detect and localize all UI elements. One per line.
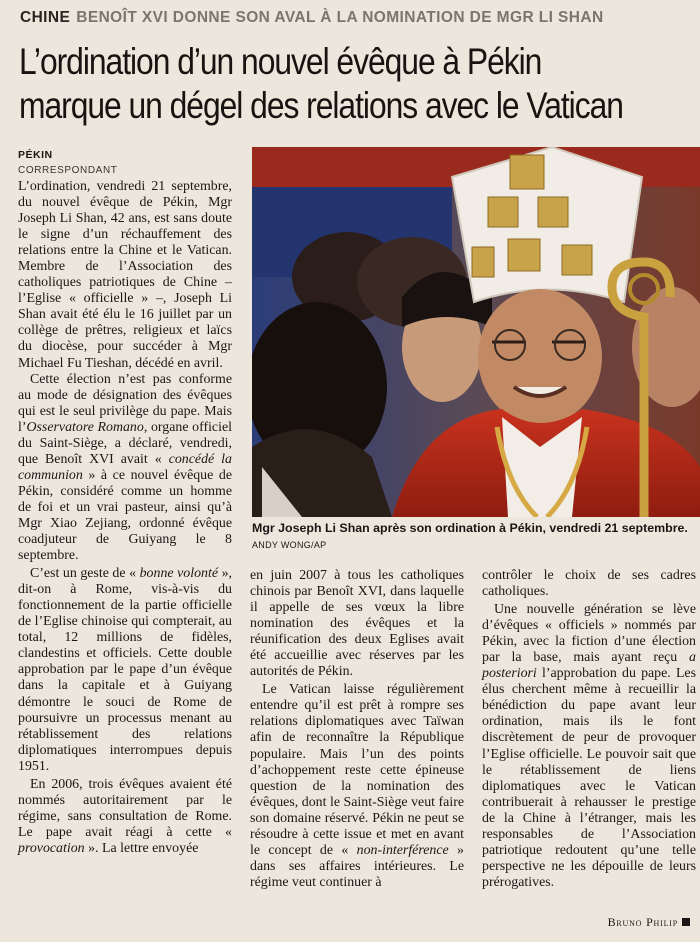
paragraph: L’ordination, vendredi 21 septembre, du nouvel évêque de Pékin, Mgr Joseph Li Shan, 42 ans, est sans doute le signe d’un réchauffement des relations entre la Chine et le Vatican. Membre de l’Association des catholiques patriotiques de Chine – l’Eglise « officielle » –, Joseph Li Shan avait été élu le 16 juillet par un collège de prêtres, religieux et laïcs du diocèse, pour succéder à Mgr Michael Fu Tieshan, décédé en avril. [18,179,232,371]
correspondent-label: CORRESPONDANT [18,165,118,176]
end-mark-icon [682,918,690,926]
byline [608,915,690,930]
photo-credit: ANDY WONG/AP [252,540,327,550]
author-name: Bruno Philip [607,915,678,929]
paragraph: En 2006, trois évêques avaient été nommés autoritairement par le régime, sans consultation de Rome. Le pape avait réagi à cette « provocation ». La lettre envoyée [18,776,232,856]
headline-line-1: L’ordination d’un nouvel évêque à Pékin [19,41,542,82]
headline [19,40,698,128]
article-column-2 [250,568,464,891]
article-photo [252,147,700,517]
kicker [20,9,690,27]
kicker-country: CHINE [20,9,71,26]
article-column-1 [18,179,232,857]
paragraph: Une nouvelle génération se lève d’évêques « officiels » nommés par Pékin, avec la fiction d’une élection par la base, mais ayant reçu a posteriori l’approbation du pape. Les élus cherchent même à recueillir la bénédiction du pape avant leur ordination, mais ils le font discrètement de peur de provoquer l’Eglise officielle. Le pouvoir sait que le rétablissement de liens diplomatiques avec le Vatican contribuerait à rehausser le prestige de la Chine à l’étranger, mais les responsables de l’Association patriotique redoutent qu’une telle perspective ne les dépouille de leurs prérogatives. [482,602,696,890]
dateline: PÉKIN [18,149,53,161]
bishop-ordination-photo [252,147,700,517]
paragraph: Le Vatican laisse régulièrement entendre qu’il est prêt à rompre ses relations diplomatiques avec Taïwan afin de reconnaître la République populaire. Mais l’un des points d’achoppement reste cette épineuse question de la nomination des évêques, dont le Saint-Siège veut faire son domaine réservé. Pékin ne peut se résoudre à cette issue et met en avant le concept de « non-interférence » dans ses affaires intérieures. Le régime veut continuer à [250,682,464,890]
paragraph: contrôler le choix de ses cadres catholiques. [482,568,696,600]
kicker-topic: BENOÎT XVI DONNE SON AVAL À LA NOMINATION DE MGR LI SHAN [76,9,604,26]
article-column-3 [482,568,696,891]
paragraph: C’est un geste de « bonne volonté », dit-on à Rome, vis-à-vis du fonctionnement de la partie officielle de l’Eglise chinoise qui compterait, au total, 12 millions de fidèles, clandestins et officiels. Cette double approbation par le pape d’un évêque dans la capitale et à Guiyang démontre le souci de Rome de poursuivre un processus menant au rétablissement des relations diplomatiques interrompues depuis 1951. [18,566,232,774]
caption-text: Mgr Joseph Li Shan après son ordination à Pékin, vendredi 21 septembre. [252,521,688,535]
paragraph: en juin 2007 à tous les catholiques chinois par Benoît XVI, dans laquelle il appelle de ses vœux la libre nomination des évêques et la réunification des deux Eglises avait été accueillie avec réserves par les autorités de Pékin. [250,568,464,680]
headline-line-2: marque un dégel des relations avec le Vatican [19,85,623,126]
paragraph: Cette élection n’est pas conforme au mode de désignation des évêques qui est le seul privilège du pape. Mais l’Osservatore Romano, organe officiel du Saint-Siège, a déclaré, vendredi, que Benoît XVI avait « concédé la communion » à ce nouvel évêque de Pékin, considéré comme un homme de foi et un vrai pasteur, ainsi qu’à Mgr Xiao Zejiang, ordonné évêque coadjuteur de Guiyang le 8 septembre. [18,371,232,564]
photo-caption [252,520,692,553]
